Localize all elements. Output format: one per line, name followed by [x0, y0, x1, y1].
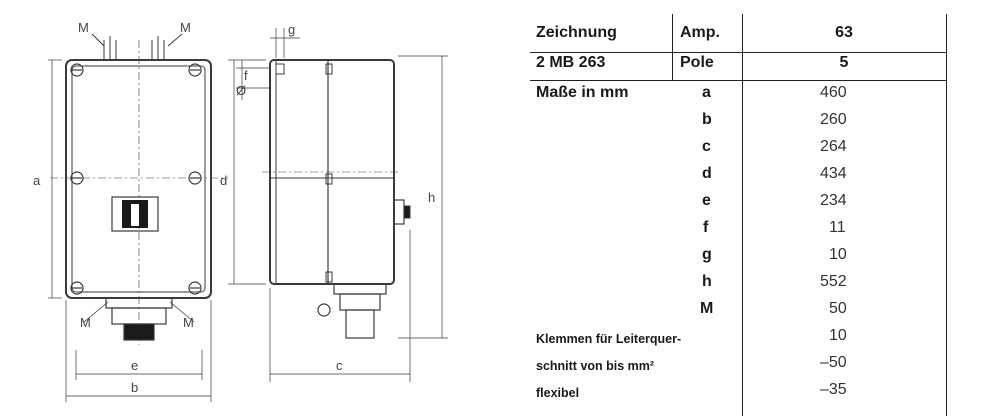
- table-divider: [946, 14, 947, 416]
- row-value: 434: [820, 165, 847, 182]
- label-e: e: [131, 358, 139, 373]
- row-key: f: [703, 219, 709, 236]
- row-value: 552: [820, 273, 847, 290]
- terminals-value: –35: [820, 381, 847, 398]
- front-view: [48, 34, 228, 402]
- row-key: a: [702, 84, 711, 101]
- table-divider: [530, 80, 946, 81]
- terminals-label: schnitt von bis mm²: [536, 359, 655, 373]
- screw-icon: [71, 64, 201, 294]
- label-b: b: [131, 380, 139, 395]
- rotary-switch-icon: [112, 197, 158, 231]
- terminals-label: flexibel: [536, 386, 580, 400]
- spec-table: [530, 14, 950, 416]
- label-M-top-right: M: [180, 20, 191, 35]
- label-h: h: [428, 190, 436, 205]
- side-view: [228, 28, 448, 382]
- label-M-bottom-right: M: [183, 315, 194, 330]
- label-f: f: [244, 68, 248, 83]
- row-key: M: [700, 300, 714, 317]
- header-model-label: 2 MB 263: [536, 54, 606, 71]
- table-divider: [530, 52, 946, 53]
- label-g: g: [288, 22, 296, 37]
- row-value: 234: [820, 192, 847, 209]
- table-divider: [672, 14, 673, 81]
- row-key: d: [702, 165, 712, 182]
- label-phi: Ø: [236, 83, 247, 98]
- terminals-label: Klemmen für Leiterquer-: [536, 332, 682, 346]
- label-M-bottom-left: M: [80, 315, 91, 330]
- row-value: 264: [820, 138, 847, 155]
- row-value: 50: [829, 300, 847, 317]
- row-key: c: [702, 138, 711, 155]
- terminals-value: 10: [829, 327, 847, 344]
- row-key: b: [702, 111, 712, 128]
- label-d: d: [220, 173, 228, 188]
- row-key: g: [702, 246, 712, 263]
- label-a: a: [33, 173, 41, 188]
- header-amp-label: Amp.: [680, 24, 720, 41]
- header-drawing-label: Zeichnung: [536, 24, 617, 41]
- knob-icon: [394, 200, 410, 224]
- row-value: 460: [820, 84, 847, 101]
- header-pole-label: Pole: [680, 54, 714, 71]
- row-value: 10: [829, 246, 847, 263]
- row-key: e: [702, 192, 711, 209]
- label-M-top-left: M: [78, 20, 89, 35]
- header-pole-value: 5: [839, 54, 849, 71]
- row-value: 11: [829, 219, 846, 236]
- header-amp-value: 63: [835, 24, 853, 41]
- row-key: h: [702, 273, 712, 290]
- label-c: c: [336, 358, 343, 373]
- dimensions-label: Maße in mm: [536, 84, 629, 101]
- row-value: 260: [820, 111, 847, 128]
- table-divider: [742, 14, 743, 416]
- terminals-value: –50: [820, 354, 847, 371]
